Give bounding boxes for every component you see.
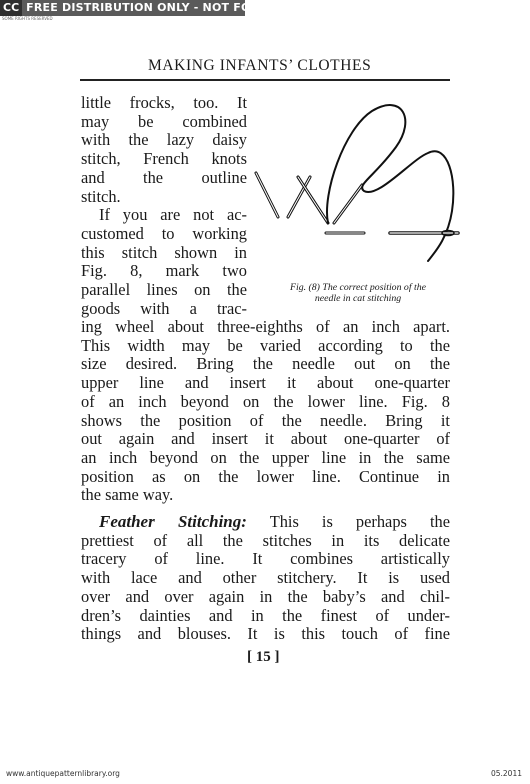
text-line: stitch. bbox=[81, 186, 121, 206]
text-line: This width may be varied according to the bbox=[81, 335, 450, 355]
text-line: prettiest of all the stitches in its delicate bbox=[81, 530, 450, 550]
text-line: stitch, French knots bbox=[81, 149, 247, 169]
feather-stitching-section bbox=[81, 513, 450, 644]
text-line: upper line and insert it about one-quarter bbox=[81, 373, 450, 393]
text-run: This is perhaps the bbox=[269, 512, 450, 531]
text-line: with the lazy daisy bbox=[81, 130, 247, 150]
text-line: ing wheel about three-eighths of an inch apart. bbox=[81, 317, 450, 336]
text-line: tracery of line. It combines artistically bbox=[81, 549, 450, 569]
text-line: an inch beyond on the upper line in the same bbox=[81, 447, 450, 467]
figure-caption bbox=[259, 282, 457, 304]
text-line: and the outline bbox=[81, 167, 247, 187]
text-line: Fig. 8, mark two bbox=[81, 261, 247, 281]
footer-site-link[interactable]: www.antiquepatternlibrary.org bbox=[6, 769, 120, 778]
caption-line: Fig. (8) The correct position of the bbox=[290, 282, 426, 293]
text-line: with lace and other stitchery. It is used bbox=[81, 568, 450, 588]
running-header: MAKING INFANTS’ CLOTHES bbox=[148, 57, 372, 74]
text-line: customed to working bbox=[81, 223, 247, 243]
text-line: If you are not ac- bbox=[99, 205, 247, 225]
narrow-column-text bbox=[81, 94, 247, 318]
text-line: out again and insert it about one-quarter of bbox=[81, 429, 450, 449]
text-line: the same way. bbox=[81, 485, 174, 505]
license-subtext: SOME RIGHTS RESERVED bbox=[2, 16, 53, 21]
text-line: position as on the lower line. Continue in bbox=[81, 466, 450, 486]
text-line: size desired. Bring the needle out on the bbox=[81, 354, 450, 374]
cat-stitch-illustration bbox=[252, 99, 462, 299]
text-line: dren’s dainties and in the finest of under- bbox=[81, 605, 450, 625]
creative-commons-icon: CC bbox=[0, 0, 22, 16]
footer-date: 05.2011 bbox=[490, 769, 522, 778]
text-line: parallel lines on the bbox=[81, 280, 247, 300]
paragraph-body bbox=[81, 318, 450, 505]
page-number: [ 15 ] bbox=[247, 649, 280, 665]
license-text: FREE DISTRIBUTION ONLY - NOT FOR SALE bbox=[26, 1, 295, 14]
caption-line: needle in cat stitching bbox=[314, 293, 402, 304]
header-rule bbox=[80, 79, 450, 81]
text-line: of an inch beyond on the lower line. Fig. 8 bbox=[81, 391, 450, 411]
text-line: goods with a trac- bbox=[81, 298, 247, 318]
text-line: things and blouses. It is this touch of fine bbox=[81, 624, 450, 644]
text-line: may be combined bbox=[81, 111, 247, 131]
section-heading: Feather Stitching: bbox=[99, 512, 247, 531]
license-banner bbox=[0, 0, 295, 16]
text-line: over and over again in the baby’s and chil- bbox=[81, 586, 450, 606]
text-line: this stitch shown in bbox=[81, 242, 247, 262]
text-line: little frocks, too. It bbox=[81, 93, 247, 112]
text-line: shows the position of the needle. Bring it bbox=[81, 410, 450, 430]
section-first-line bbox=[81, 513, 450, 532]
